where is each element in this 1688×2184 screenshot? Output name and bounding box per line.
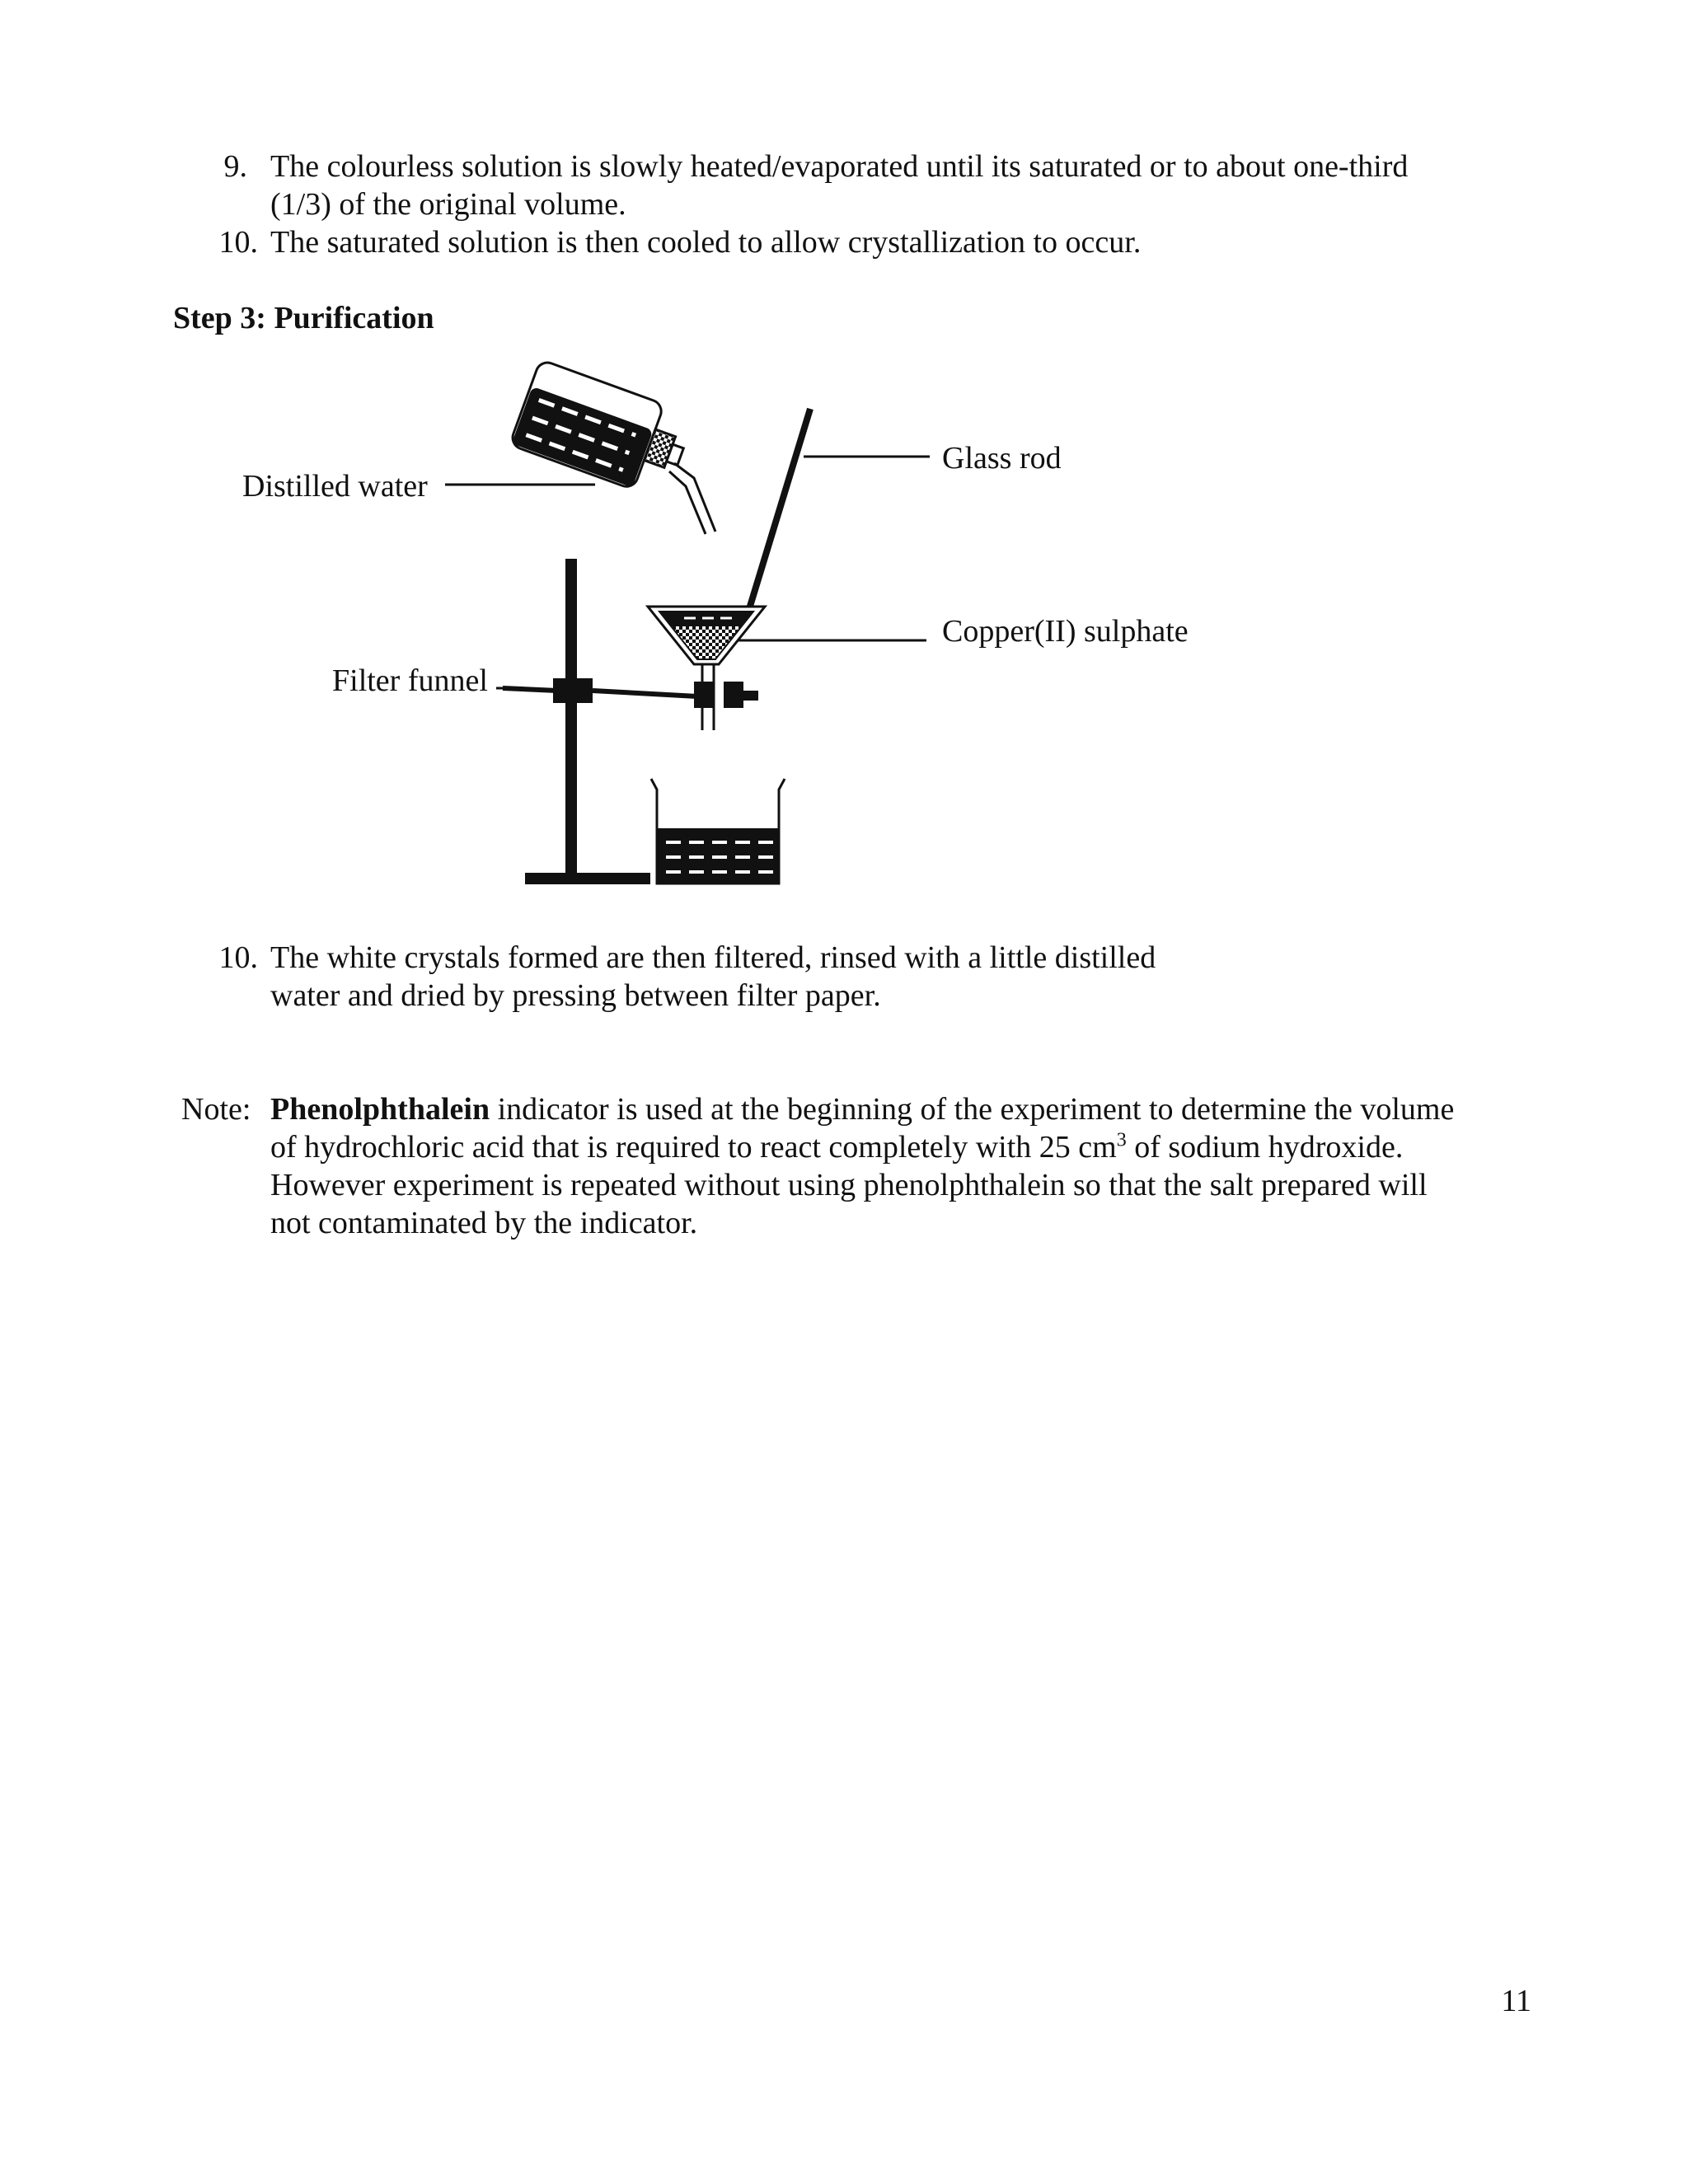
note-line2-after: of sodium hydroxide. [1126, 1130, 1404, 1165]
note-line2-before: of hydrochloric acid that is required to react completely with 25 cm [270, 1130, 1117, 1165]
item-10b-line2: water and dried by pressing between filter paper. [270, 978, 881, 1013]
note-line1 [270, 1090, 1454, 1128]
glass-rod-icon [746, 409, 810, 620]
retort-stand-base [525, 873, 650, 884]
note-prefix: Note: [181, 1092, 251, 1127]
note-line2-sup: 3 [1116, 1129, 1127, 1151]
label-filter-funnel: Filter funnel [332, 663, 488, 698]
item-9-line1: The colourless solution is slowly heated/evaporated until its saturated or to about one-third [270, 149, 1409, 184]
beaker-icon [651, 779, 785, 883]
item-10-text: The saturated solution is then cooled to allow crystallization to occur. [270, 225, 1142, 260]
note-line3: However experiment is repeated without using phenolphthalein so that the salt prepared will [270, 1168, 1428, 1202]
step-3-heading: Step 3: Purification [173, 301, 434, 335]
item-10-number: 10. [218, 225, 258, 260]
label-glass-rod: Glass rod [942, 441, 1062, 476]
wash-bottle-icon [509, 359, 696, 501]
page-number: 11 [1501, 1984, 1531, 2018]
note-line1-rest: indicator is used at the beginning of the experiment to determine the volume [490, 1092, 1455, 1127]
note-line4: not contaminated by the indicator. [270, 1206, 698, 1240]
note-line2 [270, 1128, 1403, 1166]
item-9-line2: (1/3) of the original volume. [270, 187, 626, 222]
purification-apparatus-diagram [0, 0, 1688, 923]
item-10b-number: 10. [218, 940, 258, 975]
label-copper-sulphate: Copper(II) sulphate [942, 614, 1189, 649]
retort-stand-rod [565, 559, 577, 880]
label-distilled-water: Distilled water [242, 469, 428, 504]
note-bold-term: Phenolphthalein [270, 1092, 490, 1127]
item-9-number: 9. [223, 149, 247, 184]
item-10b-line1: The white crystals formed are then filtered, rinsed with a little distilled [270, 940, 1156, 975]
filter-funnel-icon [648, 607, 765, 730]
